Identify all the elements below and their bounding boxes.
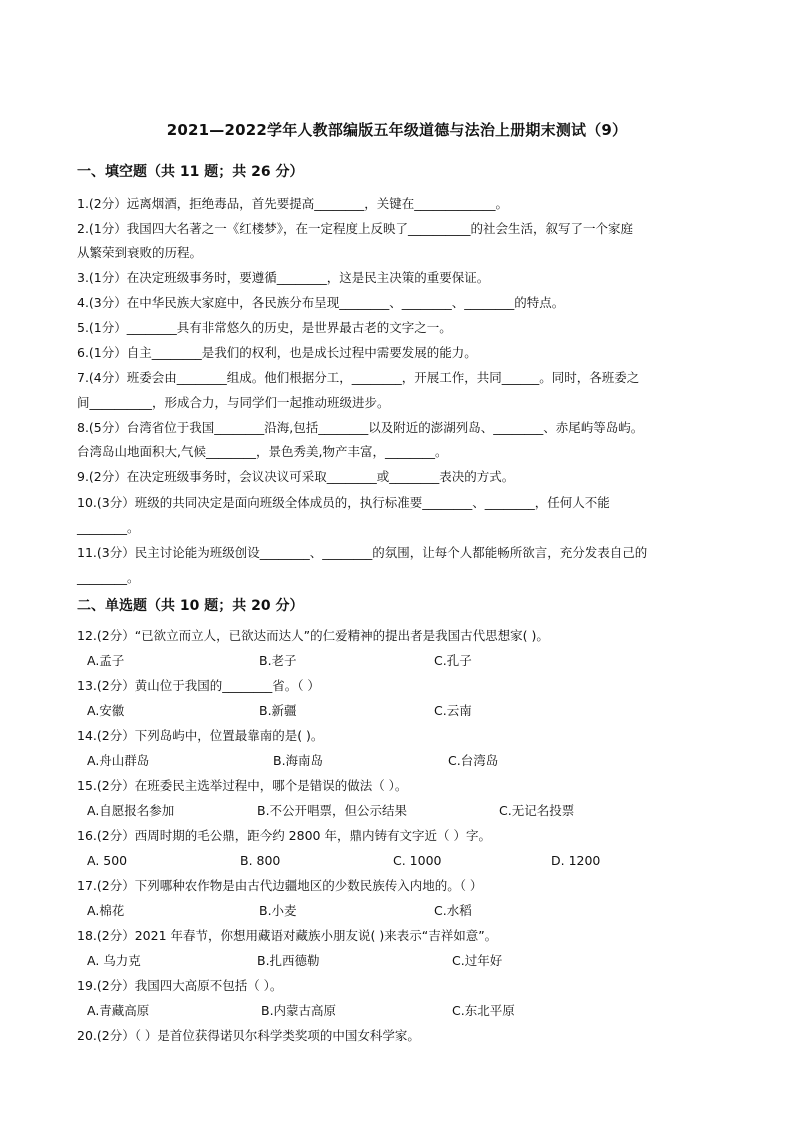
fill-line: 5.(1分）________具有非常悠久的历史，是世界最古老的文字之一。 bbox=[77, 320, 452, 335]
option-a: A.安徽 bbox=[87, 703, 125, 718]
option-c: C.无记名投票 bbox=[499, 803, 575, 818]
option-b: B.老子 bbox=[259, 653, 297, 668]
option-b: B.新疆 bbox=[259, 703, 297, 718]
option-b: B.小麦 bbox=[259, 903, 297, 918]
fill-line: 从繁荣到衰败的历程。 bbox=[77, 245, 203, 260]
fill-line: 4.(3分）在中华民族大家庭中，各民族分布呈现________、________、________的特点。 bbox=[77, 295, 565, 310]
fill-line: ________。 bbox=[77, 570, 140, 585]
fill-line: 台湾岛山地面积大,气候________，景色秀美,物产丰富，________。 bbox=[77, 444, 448, 459]
option-a: A.棉花 bbox=[87, 903, 125, 918]
option-c: C.东北平原 bbox=[452, 1003, 515, 1018]
option-d: D. 1200 bbox=[551, 853, 601, 868]
option-a: A.青藏高原 bbox=[87, 1003, 150, 1018]
fill-line: 7.(4分）班委会由________组成。他们根据分工，________，开展工作，共同______。同时，各班委之 bbox=[77, 370, 640, 385]
option-b: B.内蒙古高原 bbox=[261, 1003, 337, 1018]
section-choice-heading: 二、单选题（共 10 题；共 20 分） bbox=[77, 598, 304, 614]
option-c: C. 1000 bbox=[393, 853, 442, 868]
fill-line: 10.(3分）班级的共同决定是面向班级全体成员的，执行标准要________、________，任何人不能 bbox=[77, 495, 610, 510]
exam-title: 2021—2022学年人教部编版五年级道德与法治上册期末测试（9） bbox=[166, 121, 628, 139]
fill-line: 11.(3分）民主讨论能为班级创设________、________的氛围，让每个人都能畅所欲言，充分发表自己的 bbox=[77, 545, 648, 560]
option-a: A.舟山群岛 bbox=[87, 753, 150, 768]
fill-line: 8.(5分）台湾省位于我国________沿海,包括________以及附近的澎湖列岛、________、赤尾屿等岛屿。 bbox=[77, 420, 644, 435]
fill-line: 9.(2分）在决定班级事务时，会议决议可采取________或________表决的方式。 bbox=[77, 469, 515, 484]
option-b: B.扎西德勒 bbox=[257, 953, 320, 968]
fill-line: 间__________，形成合力，与同学们一起推动班级进步。 bbox=[77, 395, 390, 410]
question-line: 16.(2分）西周时期的毛公鼎，距今约 2800 年，鼎内铸有文字近（ ）字。 bbox=[77, 828, 491, 843]
question-line: 13.(2分）黄山位于我国的________省。（ ） bbox=[77, 678, 320, 693]
option-a: A.孟子 bbox=[87, 653, 125, 668]
option-b: B. 800 bbox=[240, 853, 281, 868]
option-b: B.不公开唱票，但公示结果 bbox=[257, 803, 408, 818]
option-c: C.云南 bbox=[434, 703, 472, 718]
question-line: 17.(2分）下列哪种农作物是由古代边疆地区的少数民族传入内地的。（ ） bbox=[77, 878, 483, 893]
question-line: 18.(2分）2021 年春节，你想用藏语对藏族小朋友说( )来表示“吉祥如意”。 bbox=[77, 928, 498, 943]
question-line: 15.(2分）在班委民主选举过程中，哪个是错误的做法（ ）。 bbox=[77, 778, 408, 793]
option-c: C.水稻 bbox=[434, 903, 472, 918]
question-line: 20.(2分）（ ）是首位获得诺贝尔科学类奖项的中国女科学家。 bbox=[77, 1028, 420, 1043]
fill-line: 2.(1分）我国四大名著之一《红楼梦》，在一定程度上反映了__________的社会生活，叙写了一个家庭 bbox=[77, 221, 634, 236]
option-c: C.过年好 bbox=[452, 953, 503, 968]
option-c: C.孔子 bbox=[434, 653, 472, 668]
option-b: B.海南岛 bbox=[273, 753, 324, 768]
question-line: 14.(2分）下列岛屿中，位置最靠南的是( )。 bbox=[77, 728, 324, 743]
fill-line: 1.(2分）远离烟酒，拒绝毒品，首先要提高________，关键在_____________。 bbox=[77, 196, 509, 211]
option-a: A. 500 bbox=[87, 853, 128, 868]
option-c: C.台湾岛 bbox=[448, 753, 499, 768]
option-a: A.自愿报名参加 bbox=[87, 803, 175, 818]
fill-line: 3.(1分）在决定班级事务时，要遵循________，这是民主决策的重要保证。 bbox=[77, 270, 490, 285]
option-a: A. 乌力克 bbox=[87, 953, 141, 968]
question-line: 12.(2分）“已欲立而立人，已欲达而达人”的仁爱精神的提出者是我国古代思想家( )。 bbox=[77, 628, 549, 643]
question-line: 19.(2分）我国四大高原不包括（ ）。 bbox=[77, 978, 283, 993]
fill-line: ________。 bbox=[77, 520, 140, 535]
section-fill-heading: 一、填空题（共 11 题；共 26 分） bbox=[77, 164, 304, 180]
fill-line: 6.(1分）自主________是我们的权利，也是成长过程中需要发展的能力。 bbox=[77, 345, 477, 360]
